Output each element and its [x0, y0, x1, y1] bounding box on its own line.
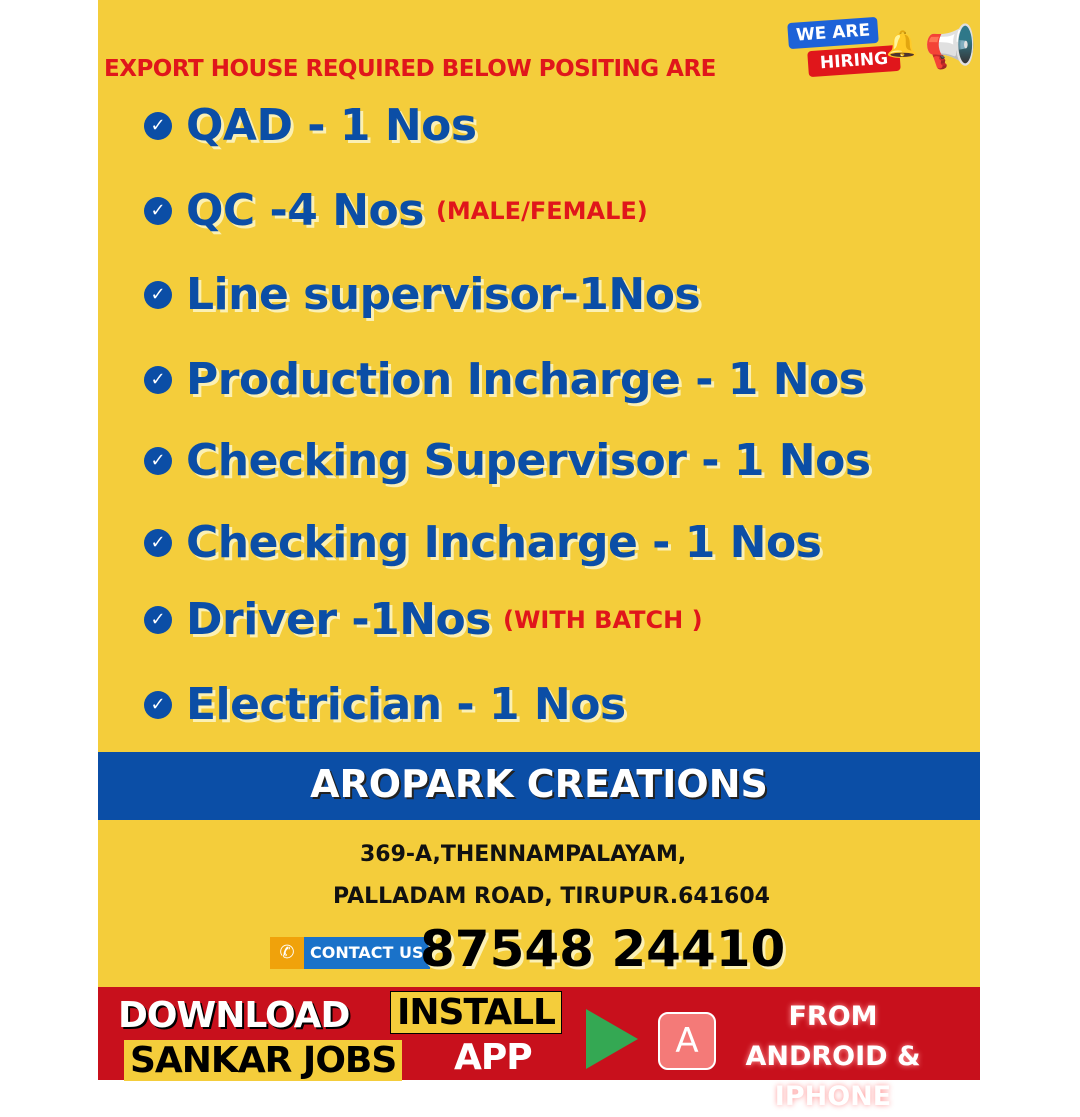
contact-us-badge [270, 937, 430, 969]
position-note: (WITH BATCH ) [502, 605, 703, 634]
platforms-text: FROM ANDROID & IPHONE [745, 1001, 921, 1112]
company-name: AROPARK CREATIONS [98, 752, 980, 820]
phone-icon: ✆ [270, 937, 304, 969]
position-label: Production Incharge - 1 Nos [186, 354, 865, 405]
check-icon: ✓ [144, 197, 172, 225]
position-label: Line supervisor-1Nos [186, 269, 701, 320]
check-icon: ✓ [144, 691, 172, 719]
check-icon: ✓ [144, 281, 172, 309]
megaphone-icon: 📢 [924, 22, 977, 71]
app-text: APP [454, 1037, 532, 1078]
position-note: (MALE/FEMALE) [435, 196, 648, 225]
phone-number: 87548 24410 [420, 920, 786, 978]
check-icon: ✓ [144, 112, 172, 140]
position-label: Electrician - 1 Nos [186, 679, 626, 730]
google-play-icon [586, 1009, 638, 1069]
brand-text: SANKAR JOBS [124, 1040, 402, 1081]
position-label: QC -4 Nos [186, 185, 424, 236]
address-line2: PALLADAM ROAD, TIRUPUR.641604 [333, 884, 770, 909]
hiring-poster [98, 0, 980, 1112]
position-item [144, 100, 477, 151]
position-item [144, 517, 821, 568]
address-line1: 369-A,THENNAMPALAYAM, [360, 842, 687, 867]
we-are-hiring-badge [788, 18, 978, 88]
check-icon: ✓ [144, 366, 172, 394]
check-icon: ✓ [144, 606, 172, 634]
position-item [144, 594, 703, 645]
install-text: INSTALL [390, 991, 562, 1034]
position-item [144, 435, 871, 486]
position-item [144, 679, 626, 730]
position-label: Checking Supervisor - 1 Nos [186, 435, 871, 486]
position-item [144, 354, 864, 405]
position-label: Driver -1Nos [186, 594, 491, 645]
contact-label: CONTACT US [304, 937, 430, 969]
position-item [144, 185, 648, 236]
position-label: Checking Incharge - 1 Nos [186, 517, 822, 568]
headline: EXPORT HOUSE REQUIRED BELOW POSITING ARE [104, 56, 716, 82]
badge-line1: WE ARE [787, 17, 879, 49]
check-icon: ✓ [144, 529, 172, 557]
app-store-icon: A [658, 1012, 716, 1070]
app-footer [98, 987, 980, 1112]
bell-icon: 🔔 [886, 30, 919, 60]
position-item [144, 269, 700, 320]
check-icon: ✓ [144, 447, 172, 475]
download-text: DOWNLOAD [118, 995, 350, 1036]
badge-line2: HIRING [807, 45, 901, 77]
position-label: QAD - 1 Nos [186, 100, 477, 151]
